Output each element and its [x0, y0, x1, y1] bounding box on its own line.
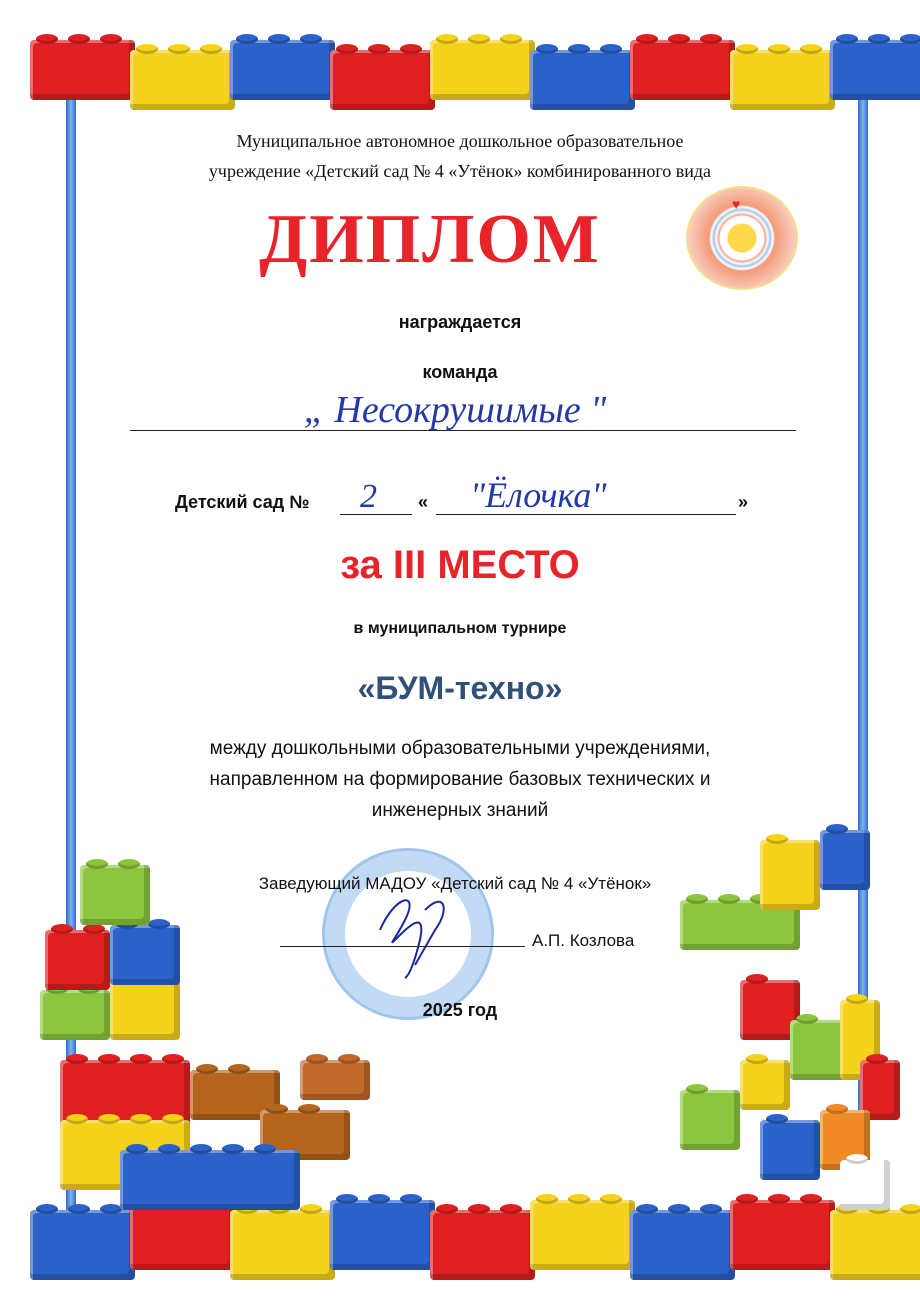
lego-brick [45, 930, 110, 990]
heart-icon: ♥ [732, 196, 741, 212]
lego-brick [830, 40, 920, 100]
lego-brick [330, 50, 435, 110]
lego-brick [300, 1060, 370, 1100]
lego-brick [680, 1090, 740, 1150]
lego-brick [730, 1200, 835, 1270]
lego-brick [230, 40, 335, 100]
lego-brick [30, 1210, 135, 1280]
close-quote: » [738, 492, 749, 512]
lego-brick [30, 40, 135, 100]
diploma-title: ДИПЛОМ [259, 201, 601, 278]
lego-brick [730, 50, 835, 110]
institution-header [0, 126, 920, 186]
team-name: „ Несокрушимые " [303, 389, 607, 431]
lego-brick [130, 50, 235, 110]
lego-brick [740, 1060, 790, 1110]
description-line-2: направленном на формирование базовых технических и [209, 769, 711, 790]
handwritten-signature [365, 890, 455, 980]
lego-brick [430, 1210, 535, 1280]
signatory-position: Заведующий МАДОУ «Детский сад № 4 «Утёнок» [258, 874, 652, 893]
kindergarten-prefix: Детский сад № [175, 492, 310, 512]
team-label: команда [422, 362, 498, 382]
year: 2025 год [422, 1000, 498, 1020]
lego-brick [840, 1160, 890, 1210]
signature-line [280, 946, 525, 947]
kindergarten-name: "Ёлочка" [470, 475, 607, 515]
lego-brick [110, 925, 180, 985]
lego-brick [530, 50, 635, 110]
header-line-1: Муниципальное автономное дошкольное образовательное [236, 131, 684, 151]
signatory-name: А.П. Козлова [532, 931, 635, 950]
lego-brick [630, 1210, 735, 1280]
open-quote: « [418, 492, 429, 512]
tournament-name: «БУМ-техно» [357, 670, 563, 706]
lego-brick [120, 1150, 300, 1210]
description-line-1: между дошкольными образовательными учреждениями, [209, 738, 711, 759]
tournament-intro: в муниципальном турнире [353, 620, 567, 637]
header-line-2: учреждение «Детский сад № 4 «Утёнок» комбинированного вида [208, 161, 712, 181]
lego-brick [630, 40, 735, 100]
lego-brick [230, 1210, 335, 1280]
lego-brick [430, 40, 535, 100]
place-award: за III МЕСТО [340, 543, 580, 587]
kindergarten-number: 2 [360, 478, 377, 515]
lego-brick [130, 1200, 235, 1270]
description-line-3: инженерных знаний [371, 800, 549, 821]
team-underline [130, 430, 796, 431]
tournament-description [0, 733, 920, 826]
awarded-label: награждается [398, 312, 522, 332]
lego-brick [330, 1200, 435, 1270]
lego-brick [760, 1120, 820, 1180]
lego-brick [530, 1200, 635, 1270]
lego-brick [830, 1210, 920, 1280]
